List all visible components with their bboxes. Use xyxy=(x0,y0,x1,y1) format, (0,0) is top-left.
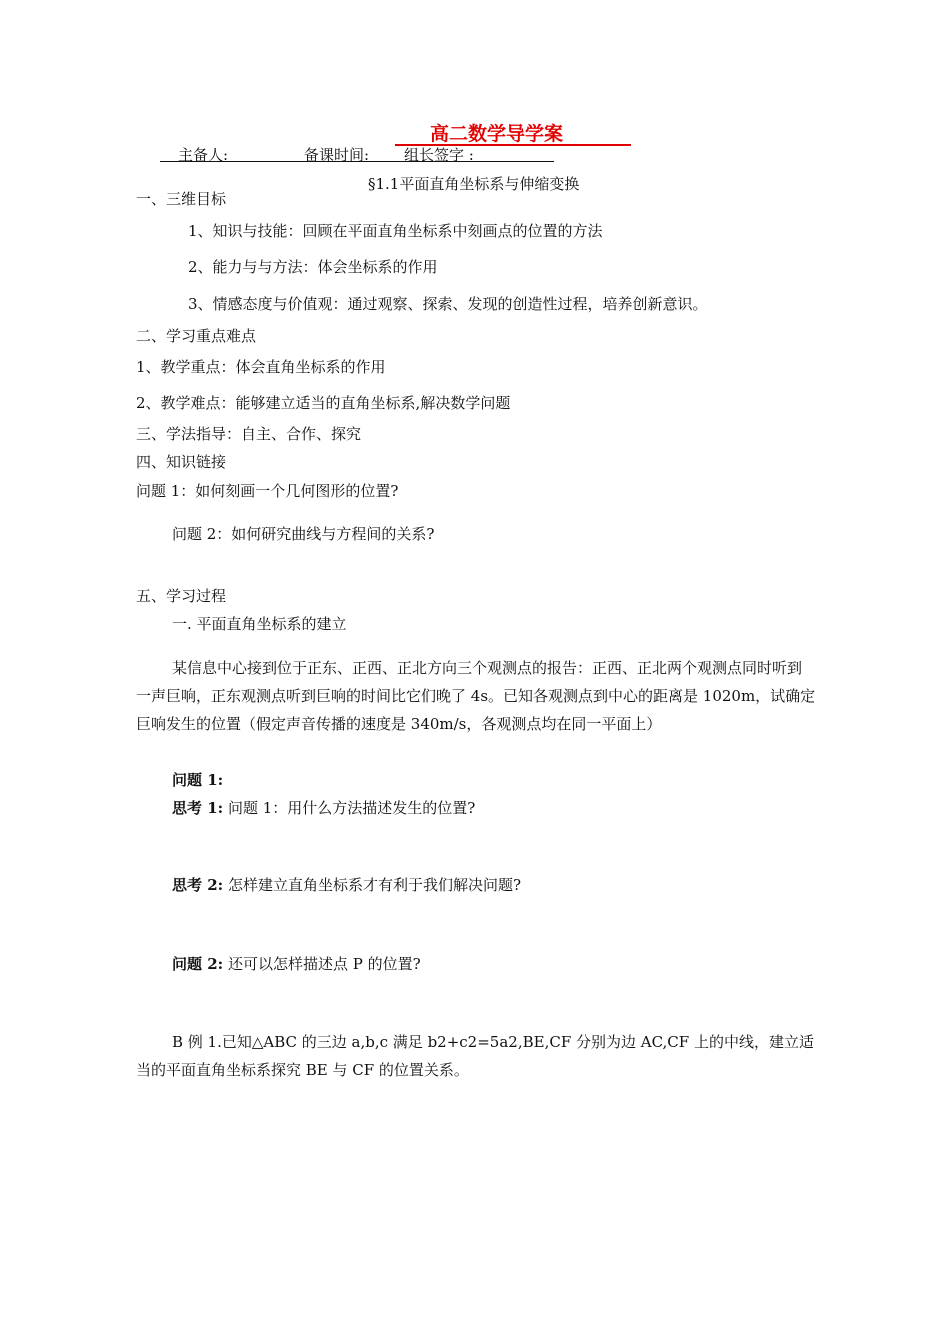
s3-heading: 三、学法指导：自主、合作、探究 xyxy=(136,425,362,443)
s4-heading: 四、知识链接 xyxy=(136,453,227,471)
s4-question-1: 问题 1：如何刻画一个几何图形的位置? xyxy=(136,482,399,500)
s2-item-1: 1、教学重点：体会直角坐标系的作用 xyxy=(136,358,386,376)
think-2-text: 怎样建立直角坐标系才有利于我们解决问题? xyxy=(227,876,522,894)
s2-item-2: 2、教学难点：能够建立适当的直角坐标系,解决数学问题 xyxy=(136,394,511,412)
think-2-line xyxy=(172,875,521,895)
think-1-label: 思考 1: xyxy=(172,799,224,817)
leader-sign-label: 组长签字 : xyxy=(404,146,474,164)
prep-time-label: 备课时间: xyxy=(304,146,370,164)
question-2-text: 还可以怎样描述点 P 的位置? xyxy=(227,955,421,973)
s4-question-2: 问题 2：如何研究曲线与方程间的关系? xyxy=(172,525,435,543)
header-underline xyxy=(160,161,554,162)
think-1-text: 问题 1：用什么方法描述发生的位置? xyxy=(227,799,476,817)
doc-title: 高二数学导学案 xyxy=(430,123,564,145)
s5-heading: 五、学习过程 xyxy=(136,587,227,605)
problem-paragraph: 某信息中心接到位于正东、正西、正北方向三个观测点的报告：正西、正北两个观测点同时听到一声巨响，正东观测点听到巨响的时间比它们晚了 4s。已知各观测点到中心的距离是 1020m，试确定巨响发生的位置（假定声音传播的速度是 340m/s，各观测点均在同一平面上） xyxy=(136,659,816,733)
question-1-label: 问题 1: xyxy=(172,771,224,789)
s1-heading: 一、三维目标 xyxy=(136,190,227,208)
s1-item-2: 2、能力与与方法：体会坐标系的作用 xyxy=(188,258,438,276)
section-title: §1.1平面直角坐标系与伸缩变换 xyxy=(368,175,580,193)
question-2-label: 问题 2: xyxy=(172,955,224,973)
example-paragraph: B 例 1.已知△ABC 的三边 a,b,c 满足 b2+c2=5a2,BE,CF 分别为边 AC,CF 上的中线，建立适当的平面直角坐标系探究 BE 与 CF 的位置关系。 xyxy=(136,1033,814,1079)
think-1-line xyxy=(172,798,475,818)
s1-item-1: 1、知识与技能：回顾在平面直角坐标系中刻画点的位置的方法 xyxy=(188,222,603,240)
s5-subheading: 一. 平面直角坐标系的建立 xyxy=(172,615,347,633)
s2-heading: 二、学习重点难点 xyxy=(136,327,257,345)
question-2-line xyxy=(172,954,421,974)
s1-item-3: 3、情感态度与价值观：通过观察、探索、发现的创造性过程，培养创新意识。 xyxy=(188,295,708,313)
think-2-label: 思考 2: xyxy=(172,876,224,894)
preparer-label: 主备人: xyxy=(178,146,229,164)
